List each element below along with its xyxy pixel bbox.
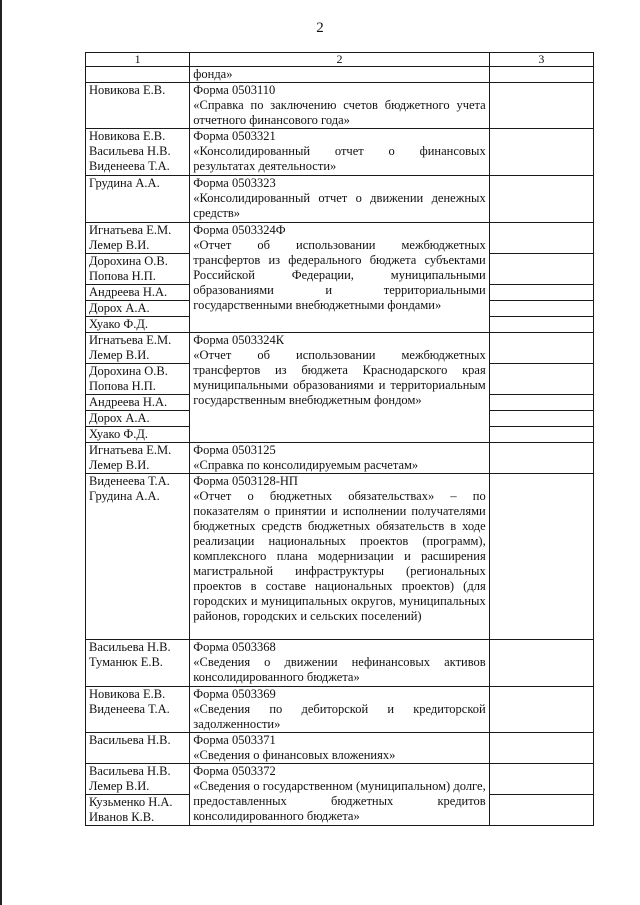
note-cell [489, 395, 593, 411]
responsible-name: Кузьменко Н.А. [89, 795, 173, 809]
form-description: «Сведения о движении нефинансовых активов консолидированного бюджета» [193, 655, 486, 684]
form-description: «Консолидированный отчет о финансовых результатах деятельности» [193, 144, 486, 173]
responsible-name: Андреева Н.А. [89, 285, 168, 299]
form-code: Форма 0503324Ф [193, 223, 286, 237]
responsible-name: Дорох А.А. [89, 301, 150, 315]
note-cell [489, 687, 593, 733]
note-cell [489, 129, 593, 176]
table-row [86, 443, 594, 474]
form-cell [190, 129, 489, 176]
note-cell [489, 443, 593, 474]
table-row [86, 640, 594, 687]
table-row [86, 474, 594, 640]
responsible-cell [86, 795, 190, 826]
form-description: «Сведения по дебиторской и кредиторской задолженности» [193, 702, 486, 731]
form-cell [190, 83, 489, 129]
table-row [86, 733, 594, 764]
note-cell [489, 333, 593, 364]
note-cell [489, 733, 593, 764]
responsible-name: Новикова Е.В. [89, 129, 166, 143]
table-header-row [86, 53, 594, 67]
responsible-name: Попова Н.П. [89, 379, 156, 393]
responsible-cell [86, 411, 190, 427]
responsible-cell [86, 317, 190, 333]
form-code: Форма 0503125 [193, 443, 276, 457]
form-description: «Консолидированный отчет о движении денежных средств» [193, 191, 486, 220]
form-description: «Справка по консолидируемым расчетам» [193, 458, 419, 472]
responsible-cell [86, 83, 190, 129]
responsible-name: Новикова Е.В. [89, 687, 166, 701]
form-description: «Отчет о бюджетных обязательствах» – по показателям о принятии и исполнении получателями бюджетных средств бюджетных обязательств в ходе реализации национальных проектов (программ), комплексного плана модернизации и расширения магистральной инфраструктуры (региональных проектов в составе национальных проектов) (для городских и муниципальных округов, муниципальных районов, городских и сельских поселений) [193, 489, 486, 623]
responsible-cell [86, 333, 190, 364]
responsible-name: Дорохина О.В. [89, 364, 168, 378]
responsible-name: Васильева Н.В. [89, 733, 171, 747]
responsible-name: Виденеева Т.А. [89, 159, 170, 173]
responsible-cell [86, 640, 190, 687]
note-cell [489, 254, 593, 285]
responsible-cell [86, 285, 190, 301]
note-cell [489, 474, 593, 640]
responsible-name: Игнатьева Е.М. [89, 333, 172, 347]
note-cell [489, 640, 593, 687]
form-cell [190, 443, 489, 474]
note-cell [489, 411, 593, 427]
responsible-name: Дорох А.А. [89, 411, 150, 425]
responsible-name: Лемер В.И. [89, 238, 150, 252]
table-row [86, 67, 594, 83]
table-row [86, 129, 594, 176]
responsible-cell [86, 687, 190, 733]
form-description: «Отчет об использовании межбюджетных трансфертов из бюджета Краснодарского края муниципальными образованиями и территориальным государственным внебюджетным фондом» [193, 348, 486, 407]
form-code: Форма 0503371 [193, 733, 276, 747]
form-description: «Сведения о государственном (муниципальном) долге, предоставленных бюджетных кредитов консолидированного бюджета» [193, 779, 486, 823]
responsible-cell [86, 395, 190, 411]
note-cell [489, 427, 593, 443]
form-cell [190, 733, 489, 764]
form-cell [190, 67, 489, 83]
table-row [86, 687, 594, 733]
responsible-cell [86, 443, 190, 474]
responsible-name: Новикова Е.В. [89, 83, 166, 97]
responsible-name: Дорохина О.В. [89, 254, 168, 268]
responsible-name: Туманюк Е.В. [89, 655, 163, 669]
column-header-3: 3 [489, 53, 593, 67]
form-code: Форма 0503324К [193, 333, 285, 347]
column-header-2: 2 [190, 53, 489, 67]
table-row [86, 333, 594, 364]
form-code: Форма 0503321 [193, 129, 276, 143]
responsible-cell [86, 254, 190, 285]
form-description: «Отчет об использовании межбюджетных трансфертов из федерального бюджета субъектами Российской Федерации, муниципальными образованиями и территориальными государственными внебюджетными фондами» [193, 238, 486, 312]
continuation-text: фонда» [193, 67, 233, 81]
responsible-name: Андреева Н.А. [89, 395, 168, 409]
note-cell [489, 67, 593, 83]
responsible-name: Хуако Ф.Д. [89, 317, 149, 331]
responsible-name: Васильева Н.В. [89, 640, 171, 654]
form-code: Форма 0503323 [193, 176, 276, 190]
responsible-cell [86, 474, 190, 640]
responsible-cell [86, 67, 190, 83]
form-description: «Сведения о финансовых вложениях» [193, 748, 396, 762]
responsible-name: Грудина А.А. [89, 176, 160, 190]
responsible-name: Иванов К.В. [89, 810, 155, 824]
responsible-cell [86, 733, 190, 764]
form-cell [190, 474, 489, 640]
form-cell [190, 764, 489, 826]
table-row [86, 83, 594, 129]
responsible-cell [86, 223, 190, 254]
note-cell [489, 764, 593, 795]
responsible-name: Лемер В.И. [89, 458, 150, 472]
responsible-cell [86, 764, 190, 795]
form-code: Форма 0503369 [193, 687, 276, 701]
form-code: Форма 0503368 [193, 640, 276, 654]
note-cell [489, 301, 593, 317]
responsible-cell [86, 427, 190, 443]
form-cell [190, 223, 489, 333]
responsible-name: Попова Н.П. [89, 269, 156, 283]
form-code: Форма 0503372 [193, 764, 276, 778]
form-cell [190, 176, 489, 223]
responsible-name: Грудина А.А. [89, 489, 160, 503]
responsible-name: Лемер В.И. [89, 779, 150, 793]
responsible-name: Игнатьева Е.М. [89, 223, 172, 237]
form-cell [190, 333, 489, 443]
note-cell [489, 223, 593, 254]
responsible-name: Хуако Ф.Д. [89, 427, 149, 441]
responsible-cell [86, 301, 190, 317]
responsible-name: Васильева Н.В. [89, 764, 171, 778]
note-cell [489, 176, 593, 223]
responsible-cell [86, 176, 190, 223]
responsible-name: Лемер В.И. [89, 348, 150, 362]
note-cell [489, 364, 593, 395]
page-number: 2 [316, 20, 324, 36]
note-cell [489, 317, 593, 333]
responsible-name: Виденеева Т.А. [89, 474, 170, 488]
form-cell [190, 640, 489, 687]
form-description: «Справка по заключению счетов бюджетного учета отчетного финансового года» [193, 98, 486, 127]
responsible-cell [86, 364, 190, 395]
form-cell [190, 687, 489, 733]
scan-edge [0, 0, 2, 905]
responsible-name: Васильева Н.В. [89, 144, 171, 158]
form-code: Форма 0503128-НП [193, 474, 298, 488]
note-cell [489, 83, 593, 129]
responsible-name: Виденеева Т.А. [89, 702, 170, 716]
table-row [86, 764, 594, 795]
responsible-cell [86, 129, 190, 176]
column-header-1: 1 [86, 53, 190, 67]
responsible-name: Игнатьева Е.М. [89, 443, 172, 457]
table-row [86, 223, 594, 254]
form-code: Форма 0503110 [193, 83, 276, 97]
forms-table [85, 52, 594, 826]
table-row [86, 176, 594, 223]
note-cell [489, 285, 593, 301]
note-cell [489, 795, 593, 826]
